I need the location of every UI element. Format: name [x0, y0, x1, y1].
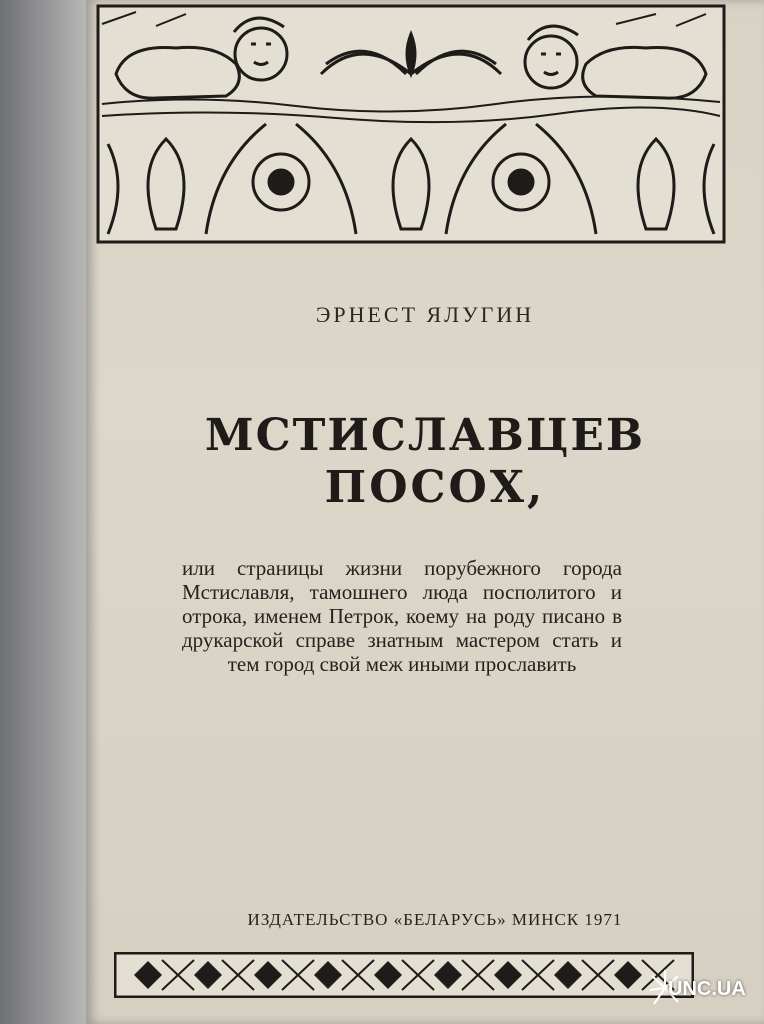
woodcut-ornament-header	[96, 4, 726, 252]
facing-page-edge	[0, 0, 86, 1024]
book-subtitle: или страницы жизни порубежного города Мстиславля, тамошнего люда посполитого и отрока, именем Петрок, коему на роду писано в друкарской справе знатным мастером стать и тем город свой меж иными прославить	[182, 556, 622, 676]
site-watermark	[650, 964, 760, 1014]
book-title-line-2: ПОСОХ,	[324, 462, 546, 513]
book-title-line-1: МСТИСЛАВЦЕВ	[204, 410, 646, 461]
publisher-imprint: ИЗДАТЕЛЬСТВО «БЕЛАРУСЬ» МИНСК 1971	[247, 910, 623, 929]
ornament-border-footer	[114, 952, 694, 998]
author-name: ЭРНЕСТ ЯЛУГИН	[315, 302, 535, 327]
watermark-text: UNC.UA	[668, 978, 746, 1000]
title-page	[86, 0, 764, 1024]
